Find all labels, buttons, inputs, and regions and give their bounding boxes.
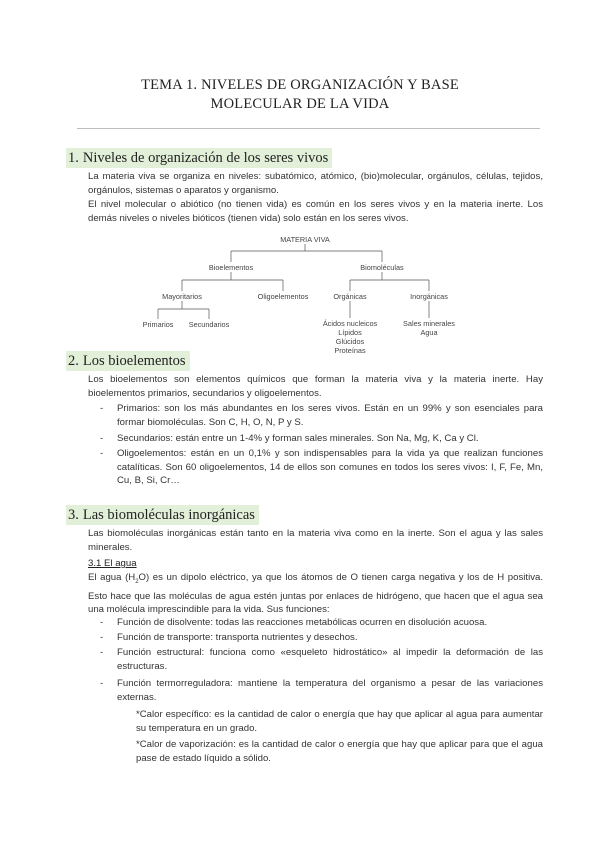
section-3-paragraph: Las biomoléculas inorgánicas están tanto en la materia viva como en la inerte. Son el agua y las sales minerales. [88, 528, 543, 553]
section-2-heading [66, 351, 190, 371]
subsection-el-agua: 3.1 El agua [88, 558, 137, 569]
tree-node-agua: Agua [420, 328, 438, 337]
tree-node-biomoleculas: Biomoléculas [360, 263, 404, 272]
tree-node-oligoelementos: Oligoelementos [257, 292, 309, 301]
section-1-paragraph-1: La materia viva se organiza en niveles: subatómico, atómico, (bio)molecular, orgánulos, células, tejidos, orgánulos, sistemas o aparatos y organismo. [88, 171, 543, 196]
note-calor-especifico: *Calor específico: es la cantidad de calor o energía que hay que aplicar al agua para aumentar su temperatura en un grado. [136, 709, 543, 734]
tree-node-mayoritarios: Mayoritarios [162, 292, 202, 301]
tree-node-glucidos: Glúcidos [335, 337, 365, 346]
tree-node-bioelementos: Bioelementos [208, 263, 254, 272]
note-calor-vaporizacion: *Calor de vaporización: es la cantidad de calor o energía que hay que aplicar para que el agua pase de estado líquido a sólido. [136, 739, 543, 764]
funcion-disolvente: Función de disolvente: todas las reacciones metabólicas ocurren en disolución acuosa. [117, 617, 488, 628]
funcion-termorreguladora: Función termorreguladora: mantiene la temperatura del organismo a pesar de las variaciones externas. [117, 678, 543, 703]
section-1-number: 1. [68, 150, 79, 166]
tree-node-sales-minerales: Sales minerales [403, 319, 455, 328]
tree-node-secundarios: Secundarios [188, 320, 230, 329]
bioelementos-oligoelementos: Oligoelementos: están en un 0,1% y son indispensables para la vida ya que realizan funciones catalíticas. Son 60 oligoelementos, 14 de ellos son comunes en todos los seres vivos: I, F, Fe, Mn, Cu, B, Si, Cr… [117, 448, 543, 487]
page-title [0, 76, 600, 114]
section-1-paragraph-2: El nivel molecular o abiótico (no tienen vida) es común en los seres vivos y en la materia inerte. Los demás niveles o niveles bióticos (tienen vida) solo están en los seres vivos. [88, 199, 543, 224]
funcion-transporte: Función de transporte: transporta nutrientes y desechos. [117, 632, 358, 643]
section-3-number: 3. [68, 507, 79, 523]
tree-node-inorganicas: Inorgánicas [410, 292, 448, 301]
title-divider [77, 128, 540, 129]
section-2-title: Los bioelementos [82, 353, 186, 369]
funcion-estructural: Función estructural: funciona como «esqueleto hidrostático» al impedir la deformación de las estructuras. [117, 647, 543, 672]
tree-node-proteinas: Proteínas [334, 346, 366, 355]
bioelementos-primarios: Primarios: son los más abundantes en los seres vivos. Están en un 99% y son esenciales para formar biomoléculas. Son C, H, O, N, P y S. [117, 403, 543, 428]
tree-node-acidos-nucleicos: Ácidos nucleicos [322, 319, 378, 328]
agua-paragraph: El agua $(H_2O)$ es un dipolo eléctrico, ya que los átomos de O tienen carga negativa y los de H positiva. Esto hace que las moléculas de agua estén juntas por enlaces de hidrógeno, que hacen que el agua sea una molécula imprescindible para la vida. Sus funciones: [88, 572, 544, 616]
section-3-heading [66, 505, 259, 525]
tree-node-inorganicas-list [395, 319, 463, 337]
tree-node-organicas-list [316, 319, 384, 355]
section-1-heading [66, 148, 332, 168]
title-line-2: MOLECULAR DE LA VIDA [210, 96, 390, 112]
tree-node-primarios: Primarios [142, 320, 174, 329]
tree-node-lipidos: Lípidos [338, 328, 362, 337]
section-2-number: 2. [68, 353, 79, 369]
bioelementos-secundarios: Secundarios: están entre un 1-4% y forman sales minerales. Son Na, Mg, K, Ca y Cl. [117, 433, 479, 444]
title-line-1: TEMA 1. NIVELES DE ORGANIZACIÓN Y BASE [141, 77, 459, 93]
section-1-title: Niveles de organización de los seres vivos [82, 150, 329, 166]
section-3-title: Las biomoléculas inorgánicas [82, 507, 255, 523]
tree-node-organicas: Orgánicas [333, 292, 367, 301]
section-2-paragraph: Los bioelementos son elementos químicos que forman la materia viva y la materia inerte. Hay bioelementos primarios, secundarios y oligoelementos. [88, 374, 543, 399]
tree-node-materia-viva: MATERIA VIVA [280, 235, 330, 244]
